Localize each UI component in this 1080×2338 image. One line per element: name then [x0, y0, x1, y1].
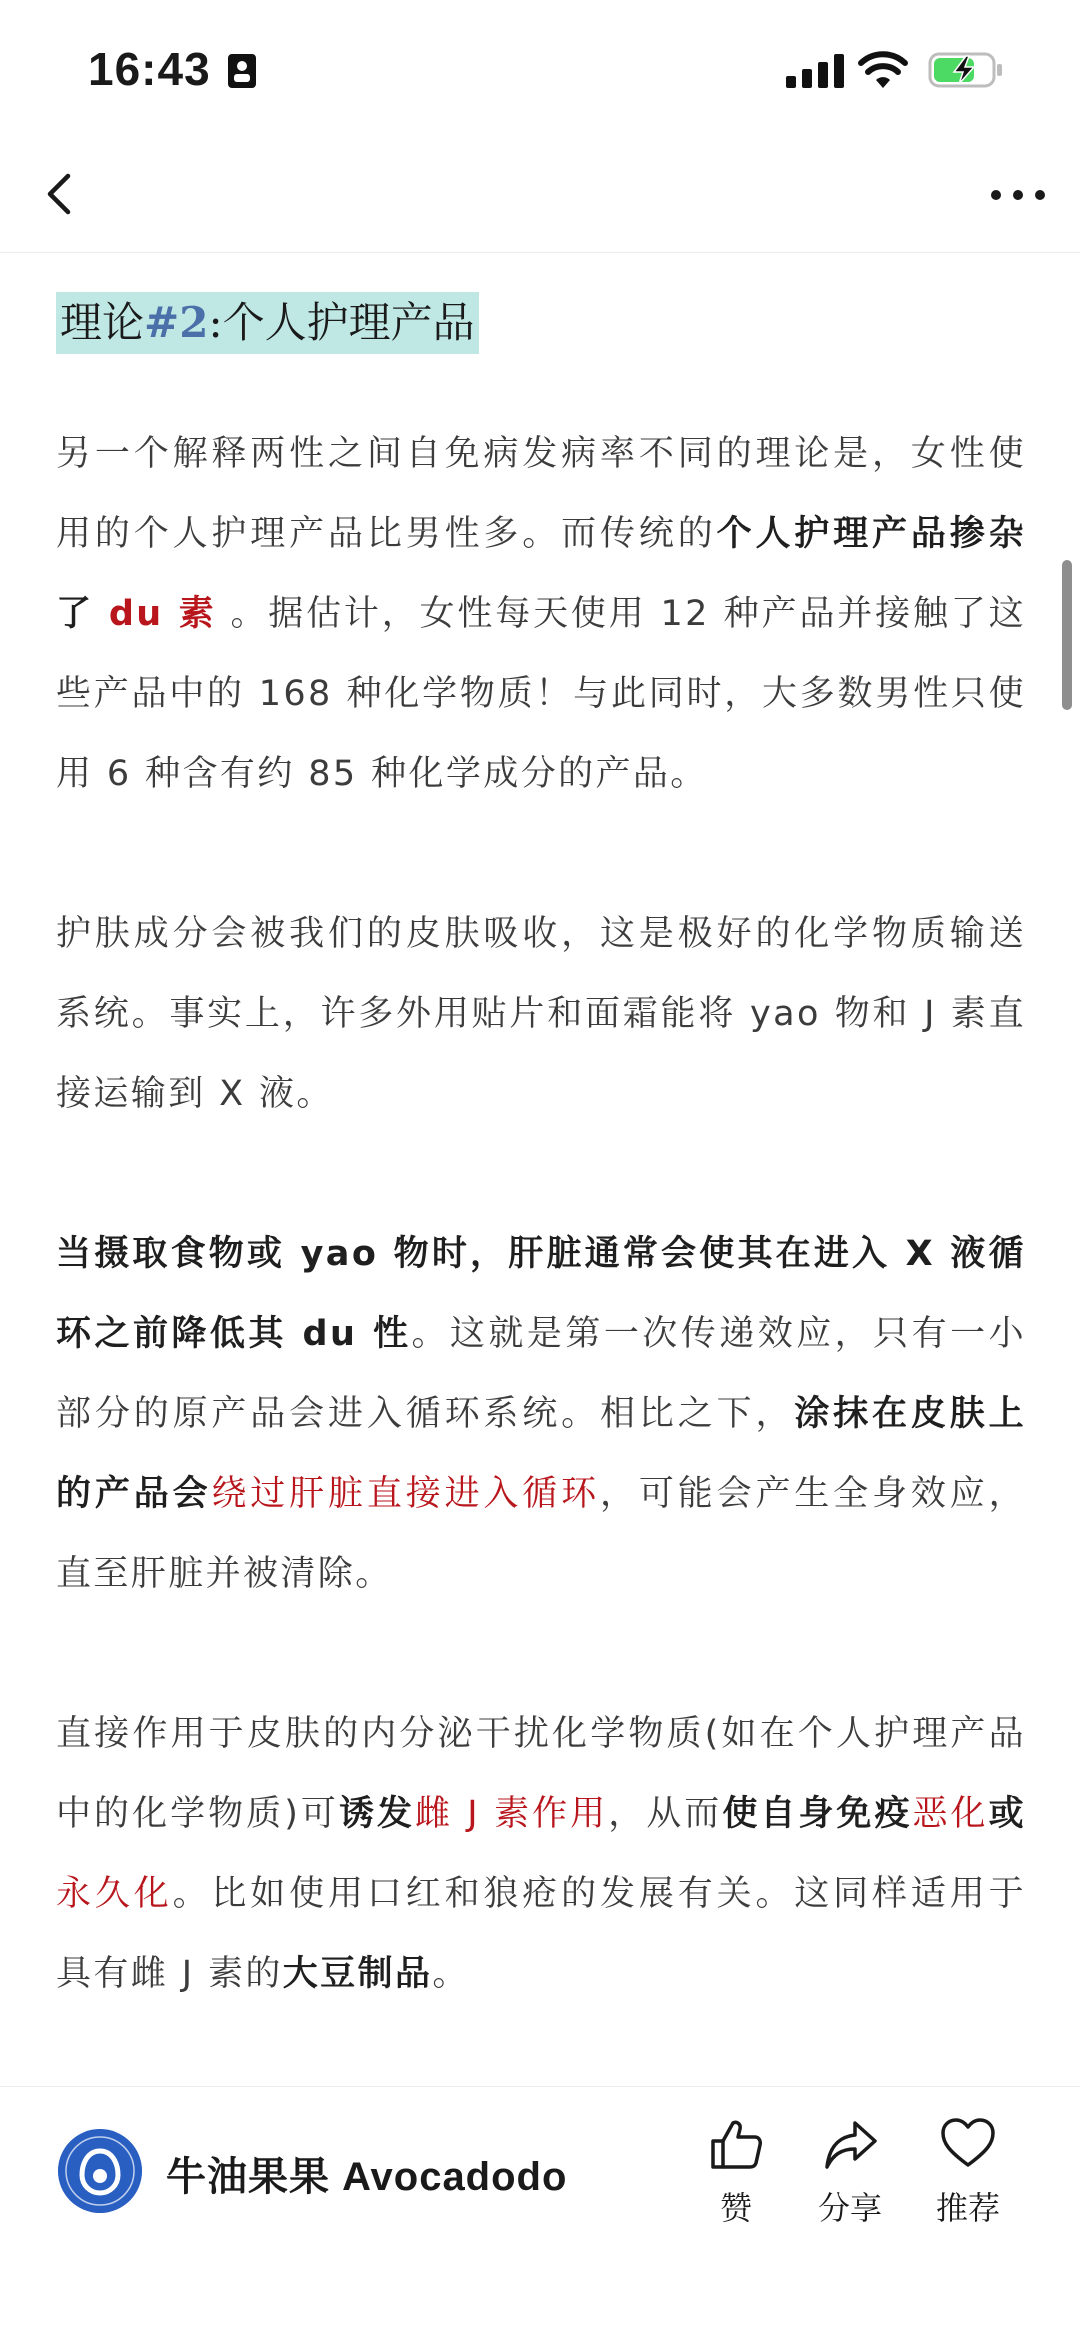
p3-red-1: 绕过肝脏直接进入循环 [211, 1474, 601, 1514]
paragraph-1 [56, 414, 1026, 814]
signal-icon [786, 54, 844, 88]
p1-bold-1: 个人护理产品掺杂了 [56, 514, 1026, 634]
share-label: 分享 [817, 2189, 882, 2227]
nav-bar [0, 140, 1080, 253]
p2-text-1: 护肤成分会被我们的皮肤吸收，这是极好的化学物质输送系统。事实上，许多外用贴片和面霜能将 yao 物和 J 素直接运输到 X 液。 [56, 914, 1026, 1114]
p3-bold-2: 涂抹在皮肤上的产品会 [56, 1394, 1026, 1514]
paragraph-3 [56, 1214, 1026, 1614]
wifi-icon [858, 50, 908, 90]
battery-charging-icon [928, 50, 1004, 90]
p1-red-1: du 素 [93, 594, 217, 634]
status-bar [0, 0, 1080, 140]
bottom-bar [0, 2086, 1080, 2338]
p3-text-1: 。这就是第一次传递效应，只有一小部分的原产品会进入循环系统。相比之下， [56, 1314, 1026, 1434]
thumbs-up-icon [707, 2115, 765, 2173]
more-horizontal-icon[interactable] [988, 170, 1048, 220]
heart-icon [939, 2115, 997, 2173]
p4-red-3: 永久化 [56, 1874, 173, 1914]
chevron-left-icon[interactable] [36, 162, 84, 226]
heading-number: #2 [144, 298, 209, 347]
heading-prefix: 理论 [60, 298, 145, 347]
p4-bold-4: 大豆制品 [282, 1954, 433, 1994]
recommend-button[interactable] [918, 2115, 1018, 2229]
p4-text-1: 直接作用于皮肤的内分泌干扰化学物质(如在个人护理产品中的化学物质)可 [56, 1714, 1026, 1834]
share-icon [821, 2115, 879, 2173]
like-button[interactable] [686, 2115, 786, 2229]
paragraph-4 [56, 1694, 1026, 2014]
heading-suffix: :个人护理产品 [208, 298, 475, 347]
id-card-icon [228, 54, 256, 88]
status-time: 16:43 [88, 43, 211, 95]
like-label: 赞 [719, 2189, 752, 2227]
p4-bold-2: 使自身免疫 [722, 1794, 913, 1834]
p4-red-1: 雌 J 素作用 [415, 1794, 609, 1834]
p3-text-2: ，可能会产生全身效应，直至肝脏并被清除。 [56, 1474, 1026, 1594]
recommend-label: 推荐 [935, 2189, 1000, 2227]
avatar[interactable] [58, 2129, 142, 2213]
p4-text-3: 。比如使用口红和狼疮的发展有关。这同样适用于具有雌 J 素的 [56, 1874, 1026, 1994]
p4-red-2: 恶化 [912, 1794, 989, 1834]
article-body [56, 252, 1026, 2082]
paragraph-2 [56, 894, 1026, 1134]
author-name[interactable]: 牛油果果 Avocadodo [166, 2155, 568, 2199]
p1-text-2: 。据估计，女性每天使用 12 种产品并接触了这些产品中的 168 种化学物质！与此同时，大多数男性只使用 6 种含有约 85 种化学成分的产品。 [56, 594, 1026, 794]
p4-bold-3: 或 [988, 1794, 1026, 1834]
p3-bold-1: 当摄取食物或 yao 物时，肝脏通常会使其在进入 X 液循环之前降低其 du 性 [56, 1234, 1026, 1354]
scroll-indicator[interactable] [1062, 560, 1072, 710]
share-button[interactable] [800, 2115, 900, 2229]
p4-bold-1: 诱发 [338, 1794, 416, 1834]
p4-text-4: 。 [432, 1954, 470, 1994]
section-heading [56, 292, 479, 354]
p1-text-1: 另一个解释两性之间自免病发病率不同的理论是，女性使用的个人护理产品比男性多。而传统的 [56, 434, 1026, 554]
avocado-logo-icon [58, 2129, 142, 2213]
p4-text-2: ，从而 [608, 1794, 723, 1834]
